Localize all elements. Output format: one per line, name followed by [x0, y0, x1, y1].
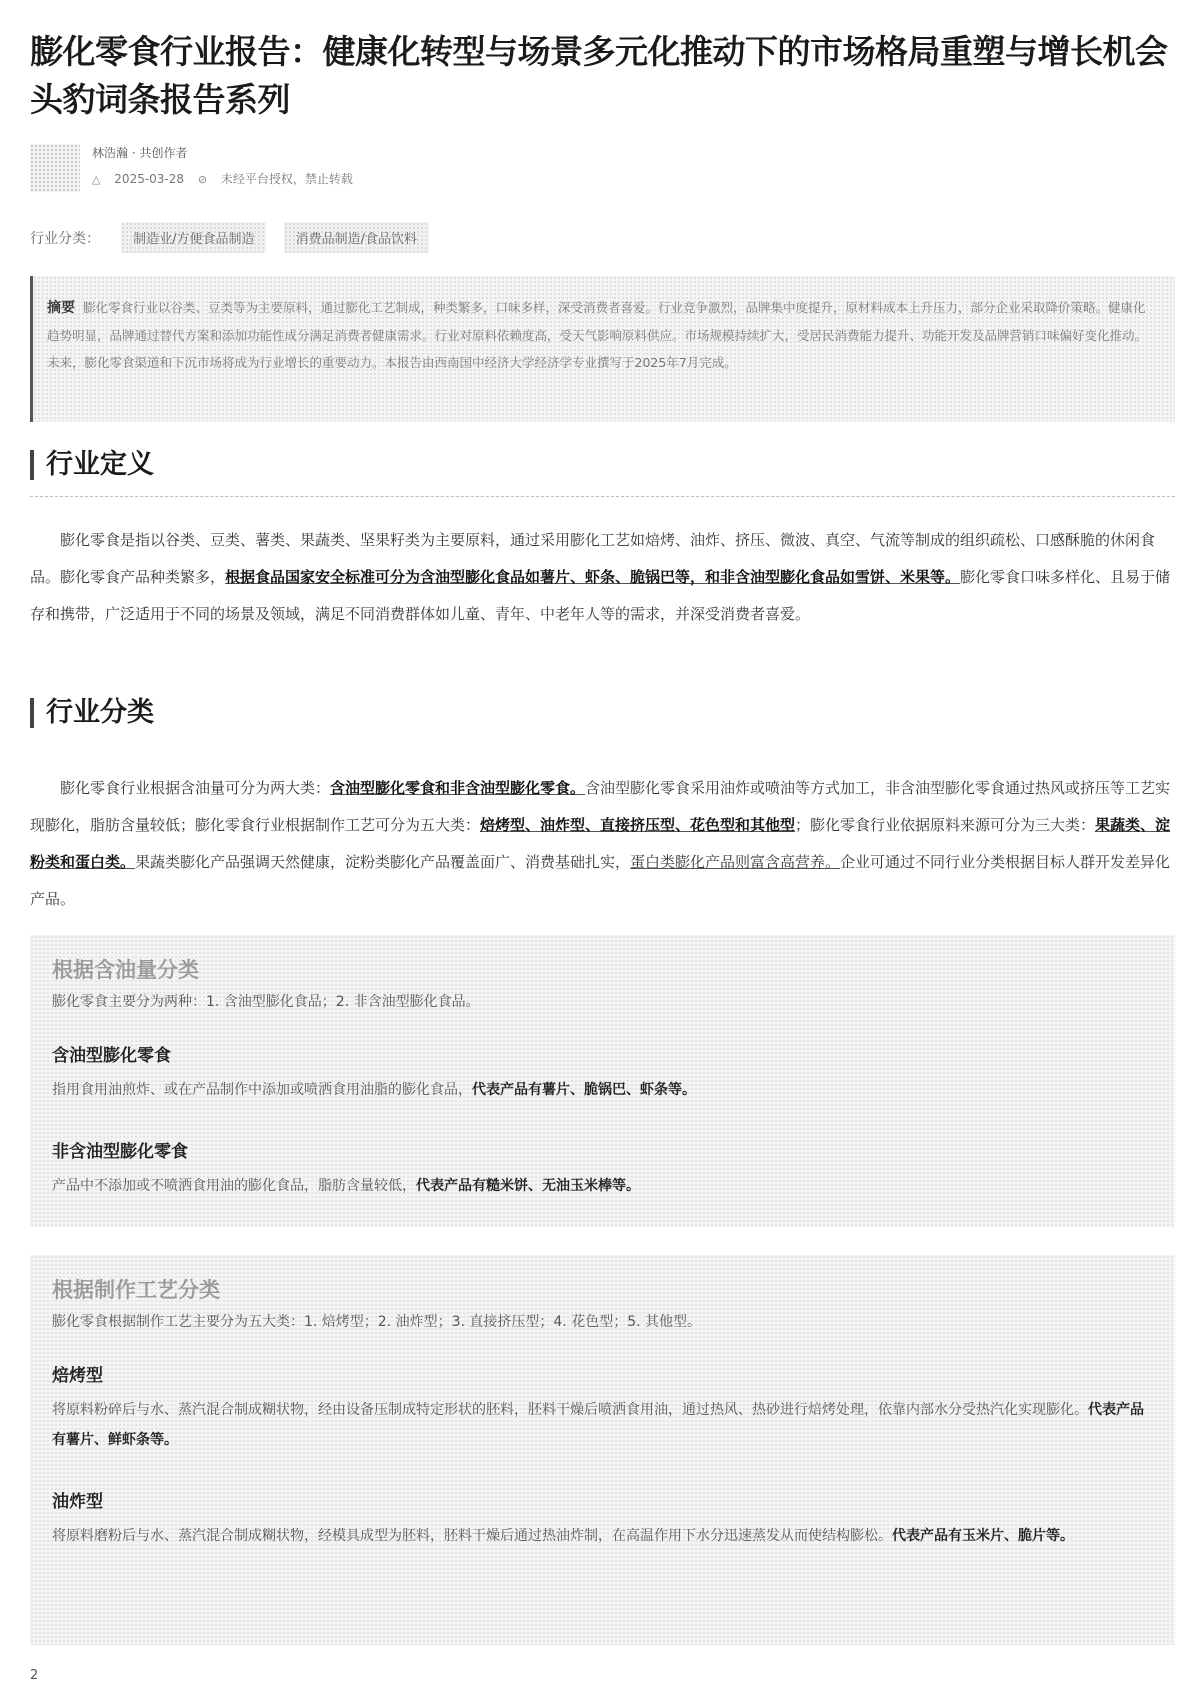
sub-paragraph: [52, 1075, 1153, 1105]
sub-text: 将原料磨粉后与水、蒸汽混合制成糊状物，经模具成型为胚料，胚料干燥后通过热油炸制，在高温作用下水分迅速蒸发从而使结构膨松。: [52, 1528, 892, 1544]
sub-text: 产品中不添加或不喷洒食用油的膨化食品，脂肪含量较低，: [52, 1178, 416, 1194]
page-number: 2: [30, 1668, 39, 1683]
publish-date: 2025-03-28: [114, 172, 185, 186]
sub-heading: 非含油型膨化零食: [52, 1142, 188, 1162]
definition-text-after: 膨化零食口味多样化、且易于储存和携带，广泛适用于不同的场景及领域，满足不同消费群体如儿童、青年、中老年人等的需求，并深受消费者喜爱。: [30, 568, 1171, 623]
box-title: 根据制作工艺分类: [52, 1278, 220, 1302]
classification-paragraph: [30, 770, 1175, 918]
sub-heading: 含油型膨化零食: [52, 1046, 171, 1066]
sub-paragraph: [52, 1171, 1153, 1201]
classification-bold: 焙烤型、油炸型、直接挤压型、花色型和其他型: [480, 816, 796, 834]
sub-text: 指用食用油煎炸、或在产品制作中添加或喷洒食用油脂的膨化食品，: [52, 1082, 472, 1098]
abstract-text: 膨化零食行业以谷类、豆类等为主要原料，通过膨化工艺制成，种类繁多，口味多样，深受消费者喜爱。行业竞争激烈，品牌集中度提升，原材料成本上升压力，部分企业采取降价策略。健康化趋势明显，品牌通过替代方案和添加功能性成分满足消费者健康需求。行业对原料依赖度高，受天气影响原料供应。市场规模持续扩大，受居民消费能力提升、功能开发及品牌营销口味偏好变化推动。未来，膨化零食渠道和下沉市场将成为行业增长的重要动力。本报告由西南国中经济大学经济学专业撰写于2025年7月完成。: [47, 300, 1148, 370]
definition-text: 膨化零食是指以谷类、豆类、薯类、果蔬类、坚果籽类为主要原料，通过采用膨化工艺如焙烤、油炸、挤压、微波、真空、气流等制成的组织疏松、口感酥脆的休闲食品。膨化零食产品种类繁多，: [30, 531, 1156, 586]
definition-paragraph: [30, 522, 1175, 633]
classification-bold: 果蔬类、淀粉类和蛋白类。: [30, 816, 1171, 871]
definition-bold: 根据食品国家安全标准可分为含油型膨化食品如薯片、虾条、脆锅巴等，和非含油型膨化食品如雪饼、米果等。: [225, 568, 961, 586]
classification-bold: 含油型膨化零食和非含油型膨化零食。: [330, 779, 586, 797]
sub-text: 将原料粉碎后与水、蒸汽混合制成糊状物，经由设备压制成特定形状的胚料，胚料干燥后喷洒食用油，通过热风、热砂进行焙烤处理，依靠内部水分受热汽化实现膨化。: [52, 1402, 1088, 1418]
classification-text: ；膨化零食行业依据原料来源可分为三大类：: [795, 816, 1096, 834]
user-icon: △: [92, 173, 101, 186]
author-name[interactable]: 林浩瀚 · 共创作者: [92, 146, 188, 160]
section-heading-classification: 行业分类: [30, 698, 154, 728]
abstract-box: [30, 276, 1175, 422]
classification-tag[interactable]: 制造业/方便食品制造: [121, 222, 266, 253]
divider: [30, 496, 1175, 497]
oil-content-box: [30, 935, 1175, 1227]
sub-heading: 焙烤型: [52, 1366, 103, 1386]
section-heading-definition: 行业定义: [30, 450, 154, 480]
sub-paragraph: [52, 1395, 1153, 1455]
sub-bold: 代表产品有糙米饼、无油玉米棒等。: [416, 1178, 640, 1194]
abstract-heading: 摘要: [47, 300, 75, 316]
report-title: 膨化零食行业报告：健康化转型与场景多元化推动下的市场格局重塑与增长机会 头豹词条报告系列: [30, 32, 1168, 119]
sub-bold: 代表产品有薯片、鲜虾条等。: [52, 1402, 1144, 1448]
no-copy-icon: ⊘: [197, 173, 208, 186]
box-title: 根据含油量分类: [52, 958, 199, 982]
classification-tag[interactable]: 消费品制造/食品饮料: [284, 222, 429, 253]
avatar: [30, 144, 80, 192]
classification-underline: 蛋白类膨化产品则富含高营养。: [630, 853, 841, 871]
classification-text: 企业可通过不同行业分类根据目标人群开发差异化产品。: [30, 853, 1171, 908]
industry-classification: [30, 222, 441, 252]
copyright-notice: 未经平台授权，禁止转载: [220, 172, 353, 186]
box-intro: 膨化零食主要分为两种：1. 含油型膨化食品；2. 非含油型膨化食品。: [52, 994, 480, 1010]
classification-label: 行业分类：: [30, 230, 100, 247]
author-meta: [30, 140, 630, 200]
sub-bold: 代表产品有玉米片、脆片等。: [892, 1528, 1074, 1544]
process-box: [30, 1255, 1175, 1645]
classification-text: 果蔬类膨化产品强调天然健康，淀粉类膨化产品覆盖面广、消费基础扎实，: [135, 853, 631, 871]
sub-bold: 代表产品有薯片、脆锅巴、虾条等。: [472, 1082, 696, 1098]
classification-text: 含油型膨化零食采用油炸或喷油等方式加工，非含油型膨化零食通过热风或挤压等工艺实现膨化，脂肪含量较低；膨化零食行业根据制作工艺可分为五大类：: [30, 779, 1171, 834]
sub-heading: 油炸型: [52, 1492, 103, 1512]
box-intro: 膨化零食根据制作工艺主要分为五大类：1. 焙烤型；2. 油炸型；3. 直接挤压型；4. 花色型；5. 其他型。: [52, 1314, 702, 1330]
date-row: [92, 170, 363, 187]
classification-text: 膨化零食行业根据含油量可分为两大类：: [60, 779, 331, 797]
sub-paragraph: [52, 1521, 1153, 1551]
